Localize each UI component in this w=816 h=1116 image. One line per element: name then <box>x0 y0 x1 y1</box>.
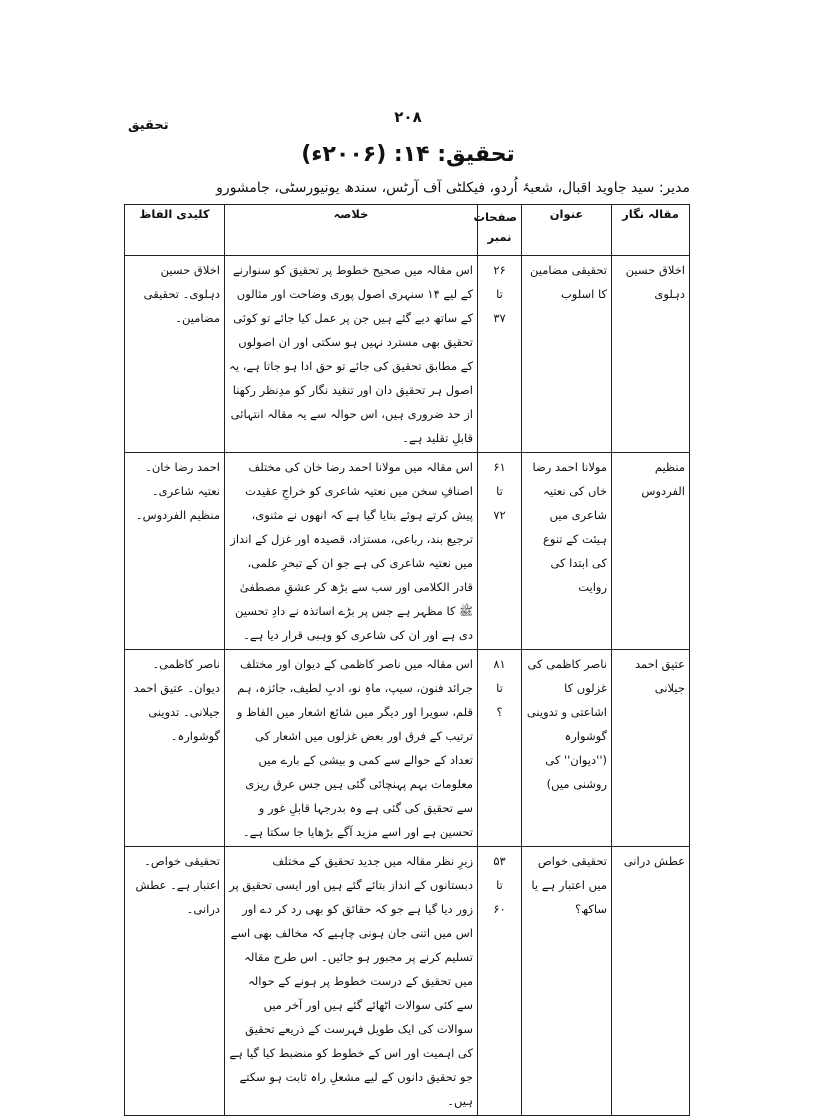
cell-summary: زیرِ نظر مقالہ میں جدید تحقیق کے مختلف دبستانوں کے انداز بتائے گئے ہیں اور ایسی تحقیق پر زور دیا گیا ہے جو کہ حقائق کو بھی رد کر دے اور اس میں اتنی جان ہونی چاہیے کہ مخالف بھی اسے تسلیم کرنے پر مجبور ہو جائیں۔ اس طرح مقالہ میں تحقیق کے درست خطوط پر ہونے کے حوالہ سے کئی سوالات اٹھائے گئے ہیں اور آخر میں سوالات کی ایک طویل فہرست کے ذریعے تحقیق کی اہمیت اور اس کے خطوط کو منضبط کیا گیا ہے جو تحقیق دانوں کے لیے مشعلِ راہ ثابت ہو سکتے ہیں۔ <box>225 847 478 1116</box>
cell-pages <box>478 453 522 650</box>
cell-keywords: اخلاق حسین دہلوی۔ تحقیقی مضامین۔ <box>125 256 225 453</box>
issue-title: تحقیق: ۱۴: (۲۰۰۶ء) <box>301 142 515 167</box>
cell-author: منظیم الفردوس <box>612 453 690 650</box>
cell-keywords: تحقیقی خواص۔ اعتبار ہے۔ عطش درانی۔ <box>125 847 225 1116</box>
page-to: ۷۲ <box>493 508 506 522</box>
cell-summary: اس مقالہ میں صحیح خطوط پر تحقیق کو سنوارنے کے لیے ۱۴ سنہری اصول پوری وضاحت اور مثالوں کے ساتھ دیے گئے ہیں جن پر عمل کیا جائے تو کوئی تحقیق بھی مسترد نہیں ہو سکتی اور ان اصولوں کے مطابق تحقیق کی جائے تو حق ادا ہو جاتا ہے، یہ اصول ہر تحقیق دان اور تنقید نگار کو مدِنظر رکھنا از حد ضروری ہیں، اس حوالہ سے یہ مقالہ انتہائی قابلِ تقلید ہے۔ <box>225 256 478 453</box>
page-to: ۳۷ <box>493 311 506 325</box>
table-header-row <box>125 205 690 256</box>
table-row <box>125 847 690 1116</box>
cell-author: عطش درانی <box>612 847 690 1116</box>
column-header-summary: خلاصہ <box>225 205 478 256</box>
column-header-pages-line1: صفحات <box>473 210 517 224</box>
cell-title: تحقیقی خواص میں اعتبار ہے یا ساکھ؟ <box>522 847 612 1116</box>
column-header-author: مقالہ نگار <box>612 205 690 256</box>
cell-author: عتیق احمد جیلانی <box>612 650 690 847</box>
cell-title: مولانا احمد رضا خاں کی نعتیہ شاعری میں ہیئت کے تنوع کی ابتدا کی روایت <box>522 453 612 650</box>
page-to-label: تا <box>496 484 503 498</box>
cell-author: اخلاق حسین دہلوی <box>612 256 690 453</box>
cell-pages <box>478 650 522 847</box>
running-head: تحقیق <box>128 118 169 133</box>
page-from: ۵۳ <box>493 854 506 868</box>
column-header-pages-line2: نمبر <box>487 230 512 244</box>
cell-title: تحقیقی مضامین کا اسلوب <box>522 256 612 453</box>
cell-summary: اس مقالہ میں ناصر کاظمی کے دیوان اور مختلف جرائد فنون، سیپ، ماہِ نو، ادبِ لطیف، جائزہ، ہم قلم، سویرا اور دیگر میں شائع اشعار میں الفاظ و ترتیب کے فرق اور بعض غزلوں میں اشعار کی تعداد کے حوالے سے کمی و بیشی کے بارے میں معلومات بہم پہنچائی گئی ہیں جس عرق ریزی سے تحقیق کی گئی ہے وہ بدرجہا قابلِ غور و تحسین ہے اور اسے مزید آگے بڑھایا جا سکتا ہے۔ <box>225 650 478 847</box>
page-from: ۲۶ <box>493 263 506 277</box>
table-row <box>125 650 690 847</box>
page-from: ۶۱ <box>493 460 506 474</box>
cell-title: ناصر کاظمی کی غزلوں کا اشاعتی و تدوینی گوشوارہ (''دیوان'' کی روشنی میں) <box>522 650 612 847</box>
page-to-label: تا <box>496 681 503 695</box>
page-to: ؟ <box>496 705 503 719</box>
table-row <box>125 256 690 453</box>
article-index-table <box>124 204 690 1116</box>
cell-pages <box>478 847 522 1116</box>
column-header-pages <box>473 205 522 256</box>
page-from: ۸۱ <box>493 657 506 671</box>
cell-keywords: ناصر کاظمی۔ دیوان۔ عتیق احمد جیلانی۔ تدوینی گوشوارہ۔ <box>125 650 225 847</box>
editor-line: مدیر: سید جاوید اقبال، شعبۂ اُردو، فیکلٹی آف آرٹس، سندھ یونیورسٹی، جامشورو <box>216 180 690 196</box>
cell-pages <box>478 256 522 453</box>
page-to-label: تا <box>496 878 503 892</box>
cell-summary: اس مقالہ میں مولانا احمد رضا خان کی مختلف اصنافِ سخن میں نعتیہ شاعری کو خراجِ عقیدت پیش کرتے ہوئے بتایا گیا ہے کہ انھوں نے مثنوی، ترجیع بند، رباعی، مستزاد، قصیدہ اور غزل کے انداز میں نعتیہ شاعری کی ہے جو ان کے تبحرِ علمی، قادر الکلامی اور سب سے بڑھ کر عشقِ مصطفیٰ ﷺ کا مظہر ہے جس پر بڑے اساتذہ نے دادِ تحسین دی ہے اور ان کی شاعری کو وہبی قرار دیا ہے۔ <box>225 453 478 650</box>
table-row <box>125 453 690 650</box>
column-header-title: عنوان <box>522 205 612 256</box>
cell-keywords: احمد رضا خان۔ نعتیہ شاعری۔ منظیم الفردوس۔ <box>125 453 225 650</box>
page-number: ۲۰۸ <box>394 108 422 126</box>
column-header-keywords: کلیدی الفاظ <box>125 205 225 256</box>
page-to-label: تا <box>496 287 503 301</box>
page-to: ۶۰ <box>493 902 506 916</box>
